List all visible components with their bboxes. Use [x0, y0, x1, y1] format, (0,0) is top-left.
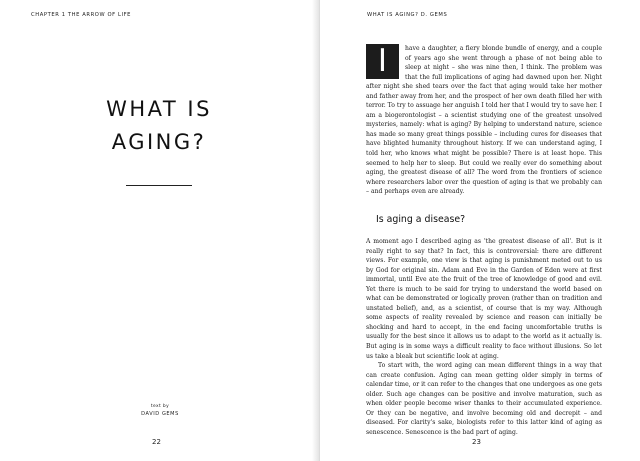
- drop-cap: I: [366, 44, 399, 79]
- intro-paragraph-block: [366, 44, 602, 197]
- right-page: [320, 0, 640, 461]
- section-body: [366, 237, 602, 437]
- chapter-title-line2: AGING?: [111, 130, 207, 154]
- author-name: DAVID GEMS: [141, 411, 179, 417]
- left-page-number: 22: [152, 438, 161, 446]
- right-running-head: WHAT IS AGING? D. GEMS: [367, 12, 448, 18]
- intro-paragraph: have a daughter, a fiery blonde bundle of energy, and a couple of years ago she went through a phase of not being able to sleep at night – she was nine then, I think. The problem was that the full implications of aging had dawned upon her. Night after night she shed tears over the fact that aging would take her mother and father away from her, and the prospect of her own death filled her with terror. To try to assuage her anguish I told her that I would try to save her. I am a biogerontologist – a scientist studying one of the greatest unsolved mysteries, namely: what is aging? By helping to understand nature, science has made so many great things possible – including cures for diseases that have blighted humanity throughout history. If we can understand aging, I told her, who knows what might be possible? There is at least hope. This seemed to help her to sleep. But could we really ever do something about aging, the greatest disease of all? The word from the frontiers of science where researchers labor over the question of aging is that we probably can – and perhaps even are already.: [366, 45, 602, 196]
- credit-prefix: text by: [150, 404, 170, 409]
- chapter-title-line1: WHAT IS: [106, 97, 212, 121]
- left-running-head: CHAPTER 1 THE ARROW OF LIFE: [31, 12, 132, 18]
- chapter-title: [84, 93, 234, 159]
- body-paragraph-3: To start with, the word aging can mean different things in a way that can create confusion. Aging can mean getting older simply in terms of calendar time, or it can refer to the changes that one undergoes as one gets older. Such age changes can be positive and involve maturation, such as when older people become wiser thanks to their accumulated experience. Or they can be negative, and involve becoming old and decrepit – and diseased. For clarity's sake, biologists refer to this latter kind of aging as senescence. Senescence is the bad part of aging.: [366, 362, 602, 436]
- title-divider: [126, 185, 192, 186]
- author-credit: [130, 404, 190, 417]
- right-page-number: 23: [472, 438, 481, 446]
- body-paragraph-2: A moment ago I described aging as 'the greatest disease of all'. But is it really right to say that? In fact, this is controversial: there are different views. For example, one view is that aging is punishment meted out to us by God for original sin. Adam and Eve in the Garden of Eden were at first immortal, until Eve ate the fruit of the tree of knowledge of good and evil. Yet there is much to be said for trying to understand the world based on what can be demonstrated or logically proven (rather than on tradition and unstated belief), and, as a scientist, of course that is my way. Although some aspects of reality revealed by science and reason can initially be shocking and hard to accept, in the end facing uncomfortable truths is usually for the best since it allows us to adapt to the world as it actually is. But aging is in some ways a difficult reality to face without illusions. So let us take a bleak but scientific look at aging.: [366, 238, 602, 360]
- section-heading: Is aging a disease?: [376, 214, 466, 225]
